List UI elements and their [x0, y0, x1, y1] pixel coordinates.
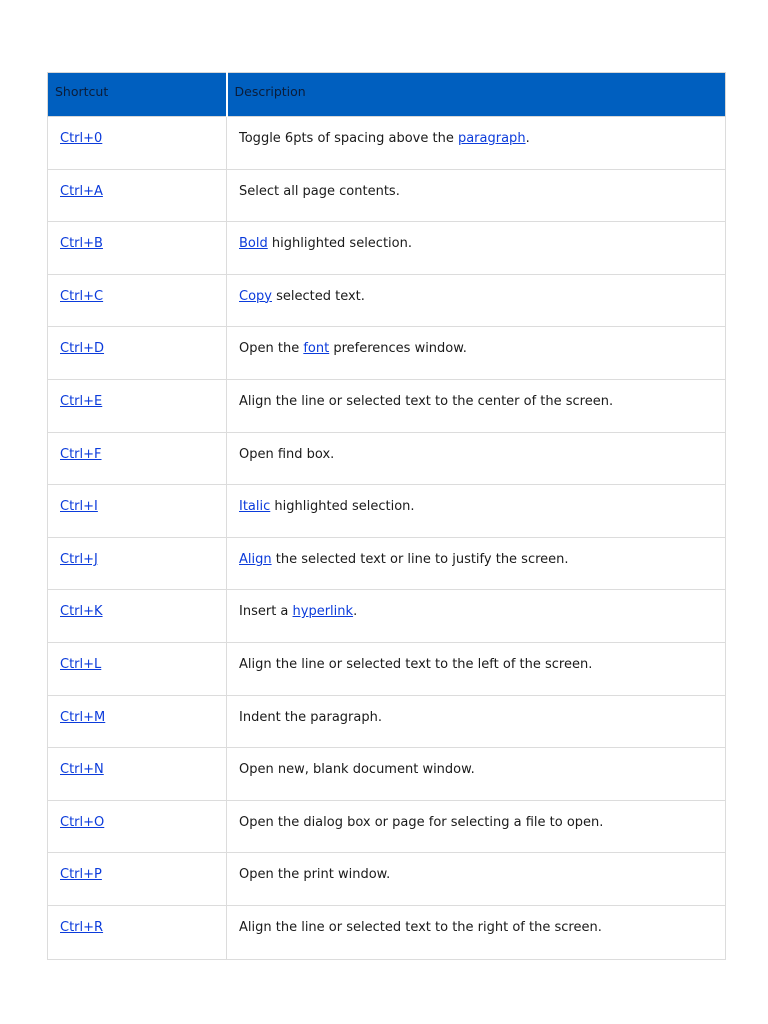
description-cell: [227, 748, 726, 801]
description-text: Open find box.: [239, 446, 335, 462]
description-text: Insert a: [239, 604, 293, 620]
shortcut-cell: [48, 379, 227, 432]
shortcut-cell: [48, 169, 227, 222]
table-row: [48, 905, 726, 959]
table-row: [48, 169, 726, 222]
shortcut-link[interactable]: Ctrl+K: [60, 604, 103, 620]
description-text-suffix: highlighted selection.: [270, 499, 415, 515]
description-text-suffix: selected text.: [271, 288, 365, 304]
description-text: Open new, blank document window.: [239, 762, 475, 778]
description-link[interactable]: paragraph: [457, 131, 526, 146]
table-row: [48, 642, 726, 695]
description-text: Toggle 6pts of spacing above the: [239, 131, 458, 146]
description-text: Align the line or selected text to the left of the screen.: [239, 656, 593, 672]
table-row: [48, 274, 726, 327]
description-link[interactable]: Align: [239, 551, 272, 567]
table-row: [48, 853, 726, 906]
description-text: Open the print window.: [239, 867, 391, 883]
shortcut-cell: [48, 117, 227, 170]
description-cell: [227, 905, 726, 959]
description-cell: [227, 274, 726, 327]
description-link[interactable]: Copy: [239, 288, 272, 304]
shortcut-link[interactable]: Ctrl+D: [60, 341, 105, 357]
table-row: [48, 590, 726, 643]
description-cell: [227, 800, 726, 853]
table-row: [48, 485, 726, 538]
shortcut-cell: [48, 222, 227, 275]
description-text: Open the dialog box or page for selecting a file to open.: [239, 814, 604, 830]
table-header-row: [48, 73, 726, 117]
shortcut-cell: [48, 800, 227, 853]
table-row: [48, 695, 726, 748]
description-cell: [227, 642, 726, 695]
table-body: [48, 117, 726, 960]
description-text-suffix: highlighted selection.: [267, 236, 412, 252]
shortcut-cell: [48, 695, 227, 748]
shortcut-cell: [48, 853, 227, 906]
shortcut-link[interactable]: Ctrl+F: [60, 446, 102, 462]
description-cell: [227, 695, 726, 748]
description-text: Align the line or selected text to the center of the screen.: [239, 393, 614, 409]
table-row: [48, 800, 726, 853]
description-link[interactable]: font: [303, 341, 330, 357]
header-shortcut: Shortcut: [48, 73, 227, 117]
shortcut-link[interactable]: Ctrl+N: [60, 762, 104, 778]
table-row: [48, 748, 726, 801]
shortcut-link[interactable]: Ctrl+E: [60, 393, 103, 409]
description-cell: [227, 853, 726, 906]
description-cell: [227, 379, 726, 432]
shortcut-cell: [48, 274, 227, 327]
shortcut-link[interactable]: Ctrl+B: [60, 236, 103, 252]
shortcut-cell: [48, 432, 227, 485]
description-text-suffix: preferences window.: [329, 341, 467, 357]
shortcut-link[interactable]: Ctrl+L: [60, 656, 102, 672]
shortcut-cell: [48, 905, 227, 959]
description-cell: [227, 169, 726, 222]
shortcut-cell: [48, 748, 227, 801]
shortcut-cell: [48, 327, 227, 380]
shortcut-cell: [48, 590, 227, 643]
description-link[interactable]: Italic: [239, 499, 271, 515]
description-text-suffix: .: [353, 604, 358, 620]
description-cell: [227, 590, 726, 643]
table-row: [48, 222, 726, 275]
description-text: Align the line or selected text to the right of the screen.: [239, 919, 602, 935]
shortcut-link[interactable]: Ctrl+C: [60, 288, 104, 304]
description-cell: [227, 485, 726, 538]
shortcut-cell: [48, 485, 227, 538]
description-cell: [227, 537, 726, 590]
description-text-suffix: .: [525, 131, 530, 146]
shortcut-cell: [48, 642, 227, 695]
description-text: Select all page contents.: [239, 183, 400, 199]
description-link[interactable]: Bold: [239, 236, 268, 252]
header-description: Description: [227, 73, 726, 117]
shortcut-link[interactable]: Ctrl+0: [60, 131, 103, 146]
shortcut-link[interactable]: Ctrl+A: [60, 183, 103, 199]
description-cell: [227, 222, 726, 275]
table-row: [48, 537, 726, 590]
description-link[interactable]: hyperlink: [292, 604, 354, 620]
shortcut-link[interactable]: Ctrl+J: [60, 551, 98, 567]
table-row: [48, 379, 726, 432]
description-cell: [227, 327, 726, 380]
shortcut-link[interactable]: Ctrl+R: [60, 919, 104, 935]
shortcut-link[interactable]: Ctrl+O: [60, 814, 105, 830]
table-row: [48, 117, 726, 170]
shortcut-link[interactable]: Ctrl+P: [60, 867, 102, 883]
shortcut-cell: [48, 537, 227, 590]
shortcut-table: [47, 72, 726, 960]
shortcut-link[interactable]: Ctrl+M: [60, 709, 106, 725]
description-cell: [227, 117, 726, 170]
shortcut-link[interactable]: Ctrl+I: [60, 499, 98, 515]
description-text: Indent the paragraph.: [239, 709, 382, 725]
table-row: [48, 327, 726, 380]
description-text-suffix: the selected text or line to justify the screen.: [271, 551, 569, 567]
description-text: Open the: [239, 341, 304, 357]
table-row: [48, 432, 726, 485]
description-cell: [227, 432, 726, 485]
